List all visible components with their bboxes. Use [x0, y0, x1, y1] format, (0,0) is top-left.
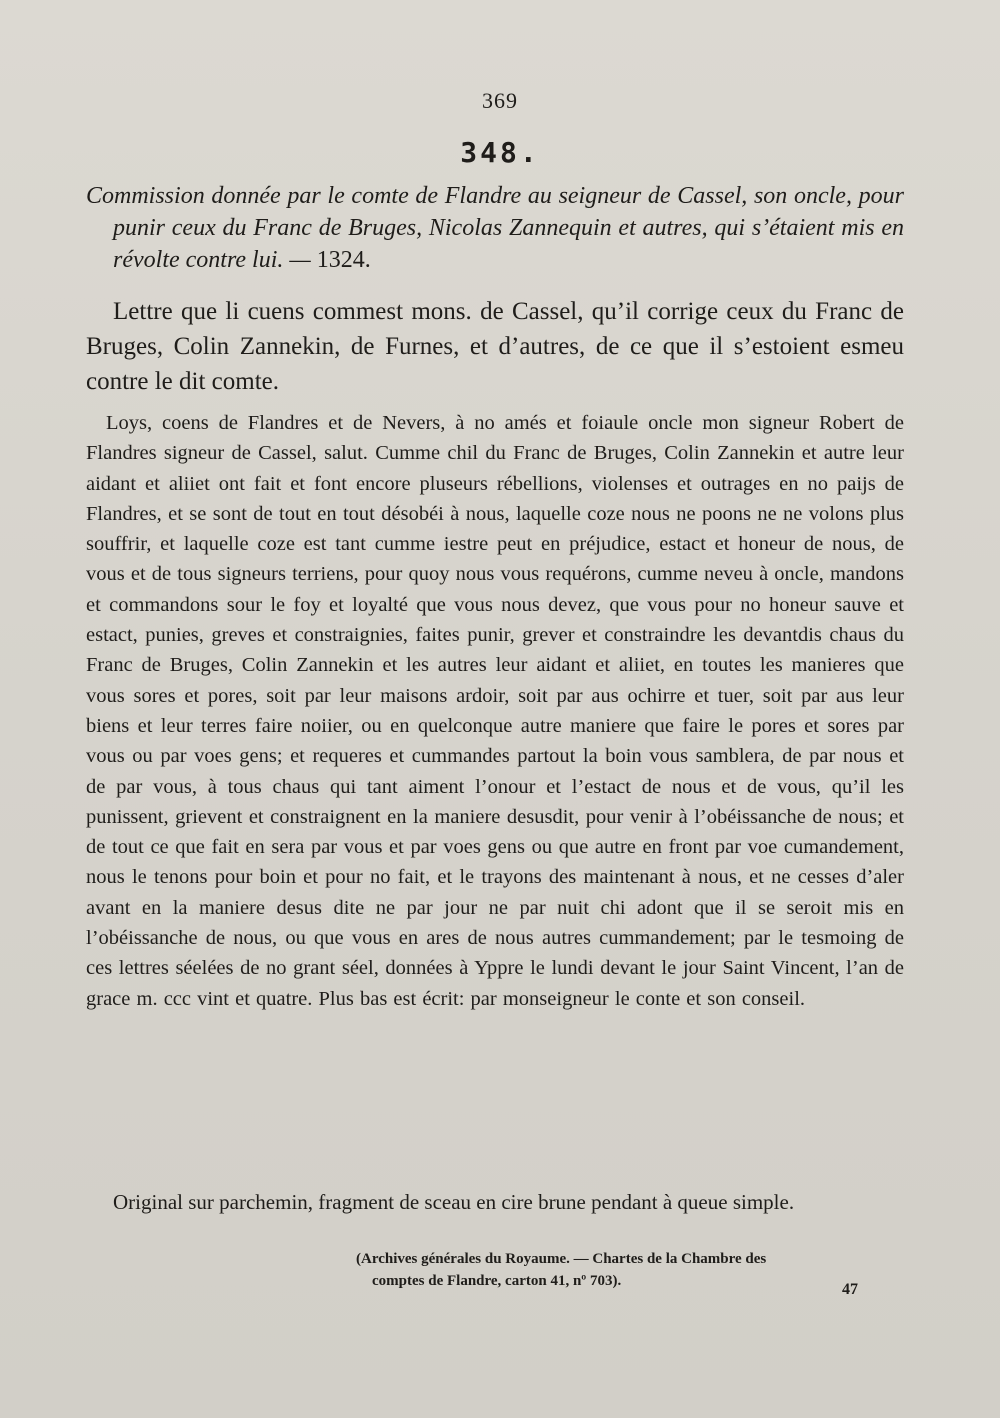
document-summary — [86, 180, 904, 276]
original-note: Original sur parchemin, fragment de sceau en cire brune pendant à queue simple. — [113, 1190, 795, 1214]
citation-line-2: comptes de Flandre, carton 41, nº 703). — [372, 1273, 622, 1289]
summary-year: 1324. — [316, 247, 371, 273]
letter-body: Loys, coens de Flandres et de Nevers, à no amés et foiaule oncle mon signeur Robert de Flandres signeur de Cassel, salut. Cumme chil du Franc de Bruges, Colin Zannekin et autre leur aidant et aliiet ont fait et font encore pluseurs rébellions, violenses et outrages en no paijs de Flandres, et se sont de tout en tout désobéi à nous, laquelle coze nous ne poons ne ne volons plus souffrir, et laquelle coze est tant cumme iestre peut en préjudice, estact et honeur de nous, de vous et de tous signeurs terriens, pour quoy nous vous requérons, cumme neveu à oncle, mandons et commandons sour le foy et loyalté que vous nous devez, que vous pour no honeur sauve et estact, punies, greves et constraignies, faites punir, grever et constraindre les devantdis chaus du Franc de Bruges, Colin Zannekin et les autres leur aidant et aliiet, en toutes les manieres que vous sores et pores, soit par leur maisons ardoir, soit par aus ochirre et tuer, soit par aus leur biens et leur terres faire noiier, ou en quelconque autre maniere que faire le pores et sores par vous ou par voes gens; et requeres et cummandes partout la boin vous samblera, de par nous et de par vous, à tous chaus qui tant aiment l’onour et l’estact de nous et de vous, qu’il les punissent, grievent et constraignent en la maniere desusdit, pour venir à l’obéissanche de nous; et de tout ce que fait en sera par vous et par voes gens ou que autre en front par voe cumandement, nous le tenons pour boin et pour no fait, et le trayons des maintenant à nous, et ne cesses d’aler avant en la maniere desus dite ne par jour ne par nuit chi adont que il se seroit mis en l’obéissanche de nous, ou que vous en ares de nous autres cummandement; par le tesmoing de ces lettres séelées de no grant séel, données à Yppre le lundi devant le jour Saint Vincent, l’an de grace m. ccc vint et quatre. Plus bas est écrit: par monseigneur le conte et son conseil. — [86, 412, 904, 1010]
signature-mark: 47 — [842, 1281, 858, 1298]
letter-title: Lettre que li cuens commest mons. de Cassel, qu’il corrige ceux du Franc de Bruges, Colin Zannekin, de Furnes, et d’autres, de ce que il s’estoient esmeu contre le dit comte. — [86, 298, 904, 395]
citation-line-1: (Archives générales du Royaume. — Chartes de la Chambre des — [356, 1251, 767, 1267]
page-number: 369 — [482, 88, 518, 113]
summary-text: Commission donnée par le comte de Flandre au seigneur de Cassel, son oncle, pour punir ceux du Franc de Bruges, Nicolas Zannequin et autres, qui s’étaient mis en révolte contre lui. — — [86, 183, 904, 273]
document-number: 348. — [460, 136, 540, 169]
archive-citation — [356, 1248, 876, 1292]
